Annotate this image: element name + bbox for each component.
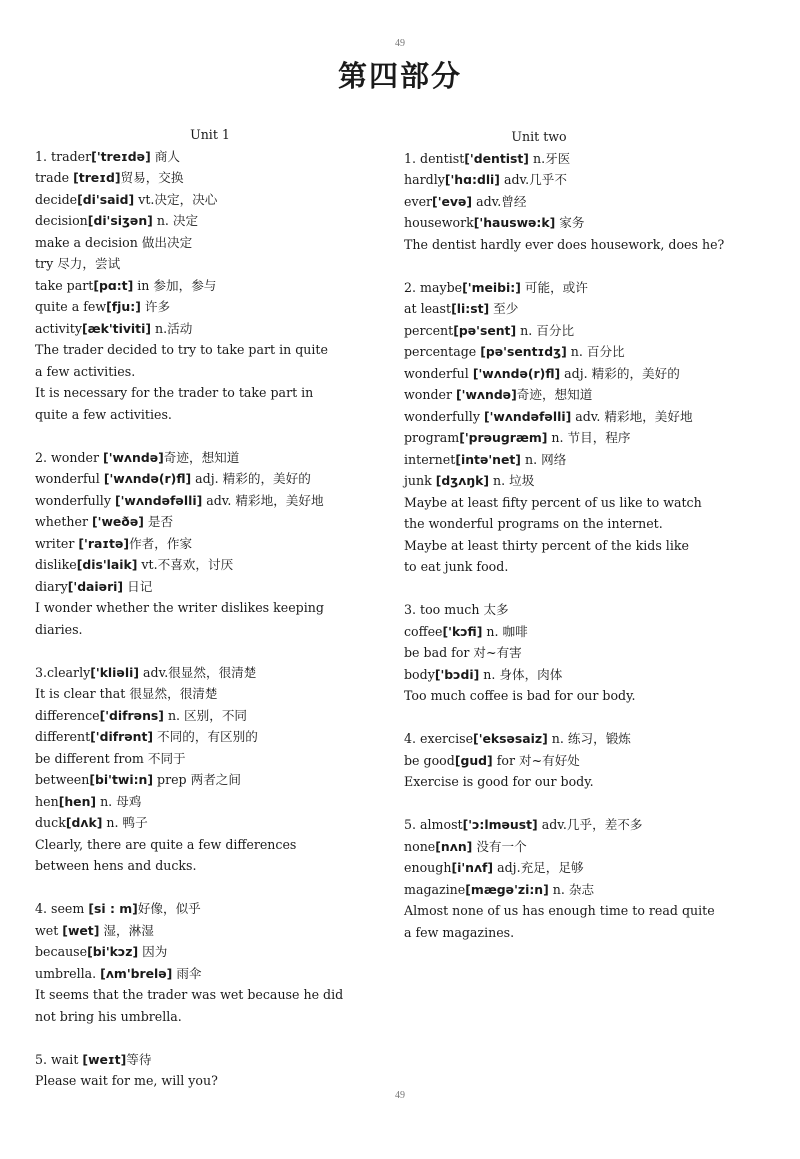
phonetic: ['dentist] — [464, 150, 529, 166]
vocab-word: wonder — [404, 387, 457, 402]
vocab-entry — [35, 941, 385, 963]
section-gap — [404, 793, 764, 815]
section-gap — [35, 1027, 385, 1049]
unit-heading: Unit 1 — [190, 127, 230, 142]
vocab-word: at least — [404, 301, 452, 316]
vocab-entry — [35, 769, 385, 791]
vocab-entry — [404, 728, 764, 750]
vocab-meaning: 没有一个 — [472, 838, 527, 854]
vocab-meaning: 奇迹，想知道 — [516, 387, 593, 402]
phonetic: [di'said] — [77, 191, 135, 207]
vocab-meaning: n. 杂志 — [548, 881, 595, 897]
vocab-meaning: adv.曾经 — [472, 193, 527, 209]
page-number-bottom: 49 — [395, 1090, 405, 1101]
phonetic: [li:st] — [451, 301, 490, 316]
vocab-meaning: adj. 精彩的，美好的 — [560, 365, 680, 381]
example-sentence: It seems that the trader was wet because he did — [35, 987, 344, 1002]
vocab-meaning: n. 母鸡 — [96, 793, 142, 809]
vocab-word: be different from 不同于 — [35, 750, 186, 766]
vocab-entry — [404, 621, 764, 643]
example-sentence: not bring his umbrella. — [35, 1008, 182, 1024]
phonetic: ['weðə] — [92, 514, 144, 529]
page-number-top: 49 — [395, 38, 405, 49]
phonetic: ['wʌndə] — [103, 449, 164, 465]
example-sentence: The trader decided to try to take part in quite — [35, 342, 328, 357]
vocab-word: wonderfully — [35, 492, 115, 508]
vocab-entry — [404, 320, 764, 342]
vocab-word: hen — [35, 793, 59, 809]
vocab-word: decide — [35, 191, 78, 207]
phonetic: [si : m] — [88, 901, 138, 916]
section-gap — [404, 255, 764, 277]
vocab-entry — [35, 275, 385, 297]
vocab-meaning: adv. 精彩地，美好地 — [571, 408, 693, 424]
example-sentence: the wonderful programs on the internet. — [404, 516, 663, 531]
vocab-meaning: 奇迹，想知道 — [163, 449, 240, 465]
page-title: 第四部分 — [337, 59, 462, 93]
example-sentence: diaries. — [35, 621, 83, 637]
phonetic: [gud] — [454, 752, 493, 768]
vocab-word: diary — [35, 578, 68, 594]
vocab-entry — [35, 146, 385, 168]
phonetic: [dʌk] — [65, 815, 103, 830]
vocab-word: because — [35, 944, 88, 959]
vocab-word: housework — [404, 215, 474, 230]
vocab-entry — [35, 210, 385, 232]
vocab-word: ever — [404, 193, 433, 209]
phonetic: [pə'sent] — [453, 322, 517, 338]
vocab-meaning: n. 决定 — [152, 213, 199, 228]
vocab-word: wonderful — [404, 365, 473, 381]
phonetic: [mægə'zi:n] — [465, 881, 549, 897]
vocab-word: wonderfully — [404, 408, 484, 424]
vocab-word: 2. maybe — [404, 279, 463, 295]
example-sentence: Almost none of us has enough time to read quite — [404, 903, 715, 918]
phonetic: [di'siʒən] — [87, 213, 153, 228]
vocab-word: hardly — [404, 172, 445, 187]
vocab-entry — [35, 533, 385, 555]
phonetic: ['daiəri] — [67, 578, 124, 594]
vocab-meaning: 商人 — [150, 148, 180, 164]
vocab-entry — [35, 791, 385, 813]
example-sentence: Please wait for me, will you? — [35, 1073, 218, 1088]
vocab-meaning: 等待 — [126, 1051, 152, 1067]
vocab-entry — [404, 599, 764, 621]
phonetic: ['bɔdi] — [434, 666, 480, 682]
vocab-meaning: vt.决定，决心 — [134, 191, 218, 207]
vocab-meaning: n. 咖啡 — [482, 623, 528, 639]
phonetic: ['wʌndəfəlli] — [114, 492, 203, 508]
vocab-entry — [404, 857, 764, 879]
phonetic: ['hauswə:k] — [473, 215, 556, 230]
example-sentence: between hens and ducks. — [35, 858, 197, 873]
vocab-meaning: in 参加，参与 — [133, 277, 217, 293]
phonetic: [bi'twi:n] — [89, 772, 154, 787]
vocab-meaning: adv.很显然，很清楚 — [139, 664, 257, 680]
vocab-meaning: n.牙医 — [528, 150, 571, 166]
vocab-entry — [35, 748, 385, 770]
vocab-word: decision — [35, 213, 88, 228]
example-sentence: a few activities. — [35, 363, 136, 379]
vocab-word: percent — [404, 322, 454, 338]
phonetic: ['wʌndə(r)fl] — [103, 471, 192, 486]
phonetic: [pɑ:t] — [93, 277, 134, 293]
vocab-entry — [35, 253, 385, 275]
phonetic: [i'nʌf] — [451, 860, 494, 875]
phonetic: [nʌn] — [435, 838, 473, 854]
vocab-entry — [35, 963, 385, 985]
vocab-word: wonderful — [35, 471, 104, 486]
vocab-meaning: 作者，作家 — [129, 535, 193, 551]
vocab-meaning: n. 区别，不同 — [163, 707, 248, 723]
phonetic: ['prəugræm] — [459, 430, 548, 445]
phonetic: ['hɑ:dli] — [444, 172, 500, 187]
vocab-meaning: for 对~有好处 — [492, 752, 580, 768]
vocab-word: body — [404, 666, 435, 682]
section-gap — [35, 640, 385, 662]
example-sentence: Clearly, there are quite a few differences — [35, 836, 297, 852]
phonetic: [pə'sentɪdʒ] — [480, 344, 567, 359]
unit-two-column — [404, 126, 764, 943]
unit-1-column — [35, 124, 385, 1092]
vocab-word: activity — [35, 320, 82, 336]
vocab-entry — [35, 683, 385, 705]
vocab-meaning: 好像，似乎 — [137, 901, 201, 916]
vocab-word: whether — [35, 514, 92, 529]
phonetic: [weɪt] — [82, 1051, 127, 1067]
vocab-word: try 尽力，尝试 — [35, 256, 121, 271]
phonetic: ['kɔfi] — [442, 623, 483, 639]
vocab-entry — [35, 318, 385, 340]
vocab-entry — [404, 384, 764, 406]
phonetic: ['wʌndə] — [456, 387, 517, 402]
vocab-meaning: n. 百分比 — [566, 344, 625, 359]
vocab-entry — [404, 642, 764, 664]
vocab-meaning: 雨伞 — [172, 965, 202, 981]
example-sentence: Too much coffee is bad for our body. — [404, 688, 636, 703]
vocab-entry — [404, 836, 764, 858]
vocab-word: program — [404, 430, 460, 445]
vocab-meaning: 许多 — [140, 299, 171, 314]
vocab-meaning: 至少 — [489, 301, 519, 316]
vocab-entry — [404, 879, 764, 901]
vocab-word: different — [35, 729, 91, 744]
vocab-meaning: 不同的，有区别的 — [153, 729, 258, 744]
vocab-entry — [404, 277, 764, 299]
vocab-meaning: n. 垃圾 — [489, 473, 535, 488]
phonetic: ['wʌndə(r)fl] — [472, 365, 561, 381]
vocab-word: quite a few — [35, 299, 107, 314]
vocab-word: It is clear that 很显然，很清楚 — [35, 686, 218, 701]
example-sentence: to eat junk food. — [404, 559, 509, 574]
vocab-entry — [404, 363, 764, 385]
vocab-entry — [35, 705, 385, 727]
vocab-meaning: adv. 精彩地，美好地 — [202, 492, 324, 508]
vocab-meaning: n. 百分比 — [516, 322, 575, 338]
vocab-entry — [35, 189, 385, 211]
phonetic: [fju:] — [106, 299, 141, 314]
vocab-word: 1. dentist — [404, 150, 465, 166]
vocab-entry — [404, 406, 764, 428]
phonetic: ['wʌndəfəlli] — [483, 408, 572, 424]
vocab-entry — [35, 898, 385, 920]
vocab-entry — [404, 298, 764, 320]
phonetic: ['kliəli] — [90, 664, 139, 680]
phonetic: ['ɔ:lməust] — [462, 817, 538, 832]
vocab-entry — [404, 470, 764, 492]
vocab-meaning: adv.几乎不 — [499, 172, 567, 187]
phonetic: [æk'tiviti] — [81, 320, 151, 336]
vocab-word: take part — [35, 277, 94, 293]
vocab-meaning: n. 身体，肉体 — [479, 666, 563, 682]
vocab-meaning: n. 鸭子 — [102, 815, 148, 830]
vocab-entry — [35, 726, 385, 748]
vocab-word: trade — [35, 170, 74, 185]
vocab-meaning: 可能，或许 — [520, 279, 588, 295]
vocab-word: 4. seem — [35, 901, 89, 916]
vocab-entry — [35, 662, 385, 684]
vocab-word: wet — [35, 922, 63, 938]
vocab-word: none — [404, 838, 436, 854]
phonetic: [intə'net] — [455, 451, 521, 467]
vocab-meaning: n. 练习，锻炼 — [547, 731, 631, 746]
vocab-word: percentage — [404, 344, 481, 359]
phonetic: ['eksəsaiz] — [473, 731, 548, 746]
vocab-word: internet — [404, 451, 456, 467]
example-sentence: Maybe at least fifty percent of us like to watch — [404, 494, 702, 510]
vocab-meaning: prep 两者之间 — [153, 772, 241, 787]
phonetic: [treɪd] — [73, 170, 121, 185]
vocab-entry — [35, 920, 385, 942]
vocab-meaning: adj. 精彩的，美好的 — [191, 471, 311, 486]
vocab-word: 2. wonder — [35, 449, 104, 465]
vocab-word: 3. too much 太多 — [404, 602, 509, 617]
vocab-meaning: vt.不喜欢，讨厌 — [137, 557, 234, 572]
example-sentence: The dentist hardly ever does housework, does he? — [404, 236, 725, 252]
vocab-meaning: n. 节目，程序 — [547, 430, 631, 445]
phonetic: ['treɪdə] — [91, 148, 151, 164]
vocab-entry — [404, 148, 764, 170]
vocab-entry — [404, 191, 764, 213]
vocab-entry — [35, 554, 385, 576]
vocab-entry — [35, 468, 385, 490]
example-sentence: quite a few activities. — [35, 406, 172, 422]
vocab-entry — [35, 812, 385, 834]
vocab-meaning: adj.充足，足够 — [493, 860, 584, 875]
phonetic: ['evə] — [432, 193, 473, 209]
section-gap — [35, 877, 385, 899]
vocab-word: magazine — [404, 881, 466, 897]
vocab-entry — [404, 169, 764, 191]
vocab-word: umbrella. — [35, 965, 101, 981]
vocab-entry — [35, 576, 385, 598]
vocab-meaning: 贸易，交换 — [120, 170, 184, 185]
vocab-entry — [35, 296, 385, 318]
unit-heading: Unit two — [511, 129, 567, 144]
vocab-entry — [35, 511, 385, 533]
vocab-entry — [404, 750, 764, 772]
vocab-word: dislike — [35, 557, 77, 572]
vocab-meaning: n. 网络 — [520, 451, 567, 467]
phonetic: [dʒʌŋk] — [435, 473, 490, 488]
example-sentence: I wonder whether the writer dislikes keeping — [35, 600, 324, 615]
vocab-entry — [35, 490, 385, 512]
vocab-word: be good — [404, 752, 455, 768]
vocab-word: between — [35, 772, 90, 787]
vocab-meaning: 是否 — [143, 514, 174, 529]
phonetic: ['difrənt] — [90, 729, 154, 744]
example-sentence: Exercise is good for our body. — [404, 774, 594, 789]
vocab-meaning: 湿，淋湿 — [99, 922, 154, 938]
vocab-word: 4. exercise — [404, 731, 474, 746]
vocab-entry — [404, 212, 764, 234]
vocab-word: 5. wait — [35, 1051, 83, 1067]
vocab-entry — [35, 1049, 385, 1071]
section-gap — [404, 578, 764, 600]
vocab-word: enough — [404, 860, 452, 875]
example-sentence: a few magazines. — [404, 924, 515, 940]
vocab-entry — [404, 341, 764, 363]
vocab-word: 3.clearly — [35, 664, 91, 680]
phonetic: [bi'kɔz] — [87, 944, 139, 959]
vocab-meaning: 家务 — [555, 215, 585, 230]
vocab-word: be bad for 对~有害 — [404, 645, 522, 660]
vocab-word: 1. trader — [35, 148, 92, 164]
vocab-word: 5. almost — [404, 817, 463, 832]
vocab-word: writer — [35, 535, 79, 551]
phonetic: [dis'laik] — [76, 557, 138, 572]
example-sentence: It is necessary for the trader to take part in — [35, 385, 314, 400]
vocab-entry — [35, 167, 385, 189]
vocab-entry — [35, 232, 385, 254]
vocab-meaning: adv.几乎，差不多 — [537, 817, 643, 832]
vocab-word: difference — [35, 707, 100, 723]
vocab-word: junk — [404, 473, 436, 488]
vocab-entry — [35, 447, 385, 469]
vocab-entry — [404, 449, 764, 471]
phonetic: ['raɪtə] — [78, 535, 130, 551]
vocab-entry — [404, 814, 764, 836]
vocab-word: duck — [35, 815, 66, 830]
vocab-word: make a decision 做出决定 — [35, 234, 193, 250]
vocab-meaning: n.活动 — [150, 320, 193, 336]
phonetic: [wet] — [62, 922, 100, 938]
vocab-entry — [404, 427, 764, 449]
phonetic: [ʌm'brelə] — [100, 965, 173, 981]
vocab-word: coffee — [404, 623, 443, 639]
section-gap — [35, 425, 385, 447]
vocab-entry — [404, 664, 764, 686]
example-sentence: Maybe at least thirty percent of the kids like — [404, 537, 689, 553]
vocab-meaning: 日记 — [123, 578, 153, 594]
vocab-meaning: 因为 — [138, 944, 168, 959]
phonetic: ['difrəns] — [99, 707, 164, 723]
phonetic: [hen] — [58, 793, 97, 809]
section-gap — [404, 707, 764, 729]
phonetic: ['meibi:] — [462, 279, 521, 295]
